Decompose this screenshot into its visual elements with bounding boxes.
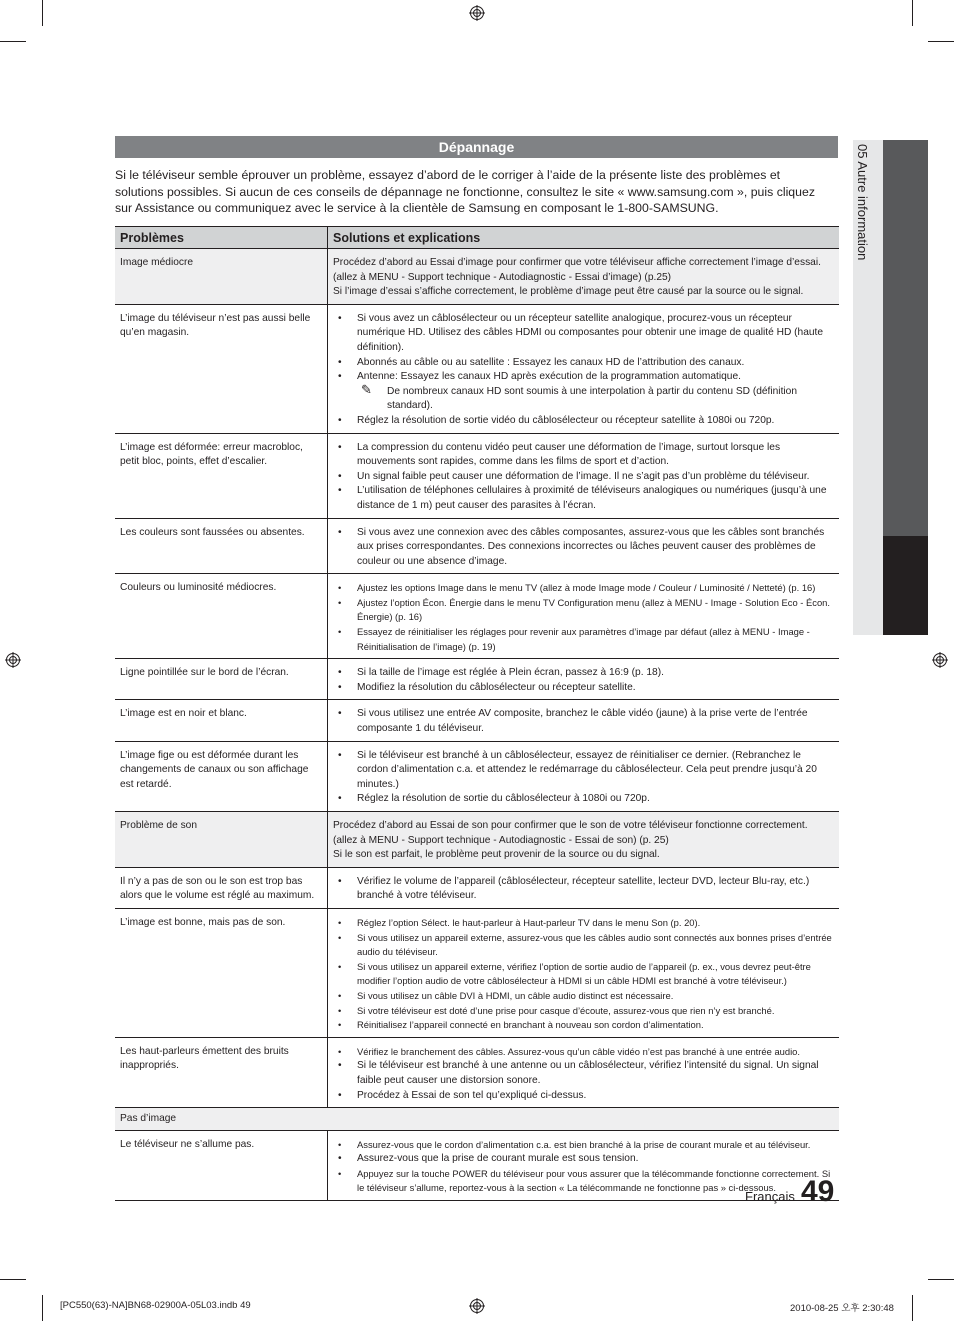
troubleshooting-table xyxy=(115,226,839,1201)
crop-mark xyxy=(912,1295,913,1321)
solution-bullet: • Réglez la résolution de sortie vidéo du câblosélecteur ou récepteur satellite à 1080i ou 720p. xyxy=(333,414,834,429)
solution-bullet: • Si votre téléviseur est doté d’une prise pour casque d’écoute, assurez-vous que rien n’y est branché. xyxy=(333,1004,834,1019)
solution-cell xyxy=(328,659,840,700)
side-tab-label: 05 Autre information xyxy=(855,144,870,261)
solution-bullet: • Réglez l’option Sélect. le haut-parleur à Haut-parleur TV dans le menu Son (p. 20). xyxy=(333,916,834,931)
solution-bullet: • L’utilisation de téléphones cellulaires à proximité de téléviseurs analogiques ou numériques (jusqu’à une distance de 1 m) peut causer des parasites à l’écran. xyxy=(333,484,834,513)
pencil-note-icon: ✎ xyxy=(361,381,372,397)
problem-cell: Il n’y a pas de son ou le son est trop bas alors que le volume est réglé au maximum. xyxy=(115,867,328,908)
crop-mark xyxy=(928,1279,954,1280)
crop-mark xyxy=(42,1295,43,1321)
solution-bullet: • Si vous utilisez un câble DVI à HDMI, un câble audio distinct est nécessaire. xyxy=(333,989,834,1004)
problem-cell: Image médiocre xyxy=(115,249,328,305)
crop-mark xyxy=(42,0,43,26)
footer-language: Français xyxy=(745,1189,795,1204)
solution-bullet: • Antenne: Essayez les canaux HD après exécution de la programmation automatique. xyxy=(333,370,834,385)
solution-bullet: • Réinitialisez l’appareil connecté en branchant à nouveau son cordon d’alimentation. xyxy=(333,1018,834,1033)
table-row xyxy=(115,304,839,433)
solution-bullet: • Ajustez l’option Écon. Énergie dans le menu TV Configuration menu (allez à MENU - Image - Solution Eco - Écon. Énergie) (p. 16) xyxy=(333,596,834,625)
problem-cell: L’image du téléviseur n’est pas aussi belle qu’en magasin. xyxy=(115,304,328,433)
solution-cell xyxy=(328,1037,840,1107)
solution-bullet: • Ajustez les options Image dans le menu TV (allez à mode Image mode / Couleur / Luminosité / Netteté) (p. 16) xyxy=(333,581,834,596)
solution-bullet: • Si le téléviseur est branché à un câblosélecteur, essayez de réinitialiser ce dernier. (Rebranchez le cordon d’alimentation c.a. et attendez le redémarrage du câblosélecteur. Cela peut prendre jusqu’à 20 minutes.) xyxy=(333,749,834,793)
problem-cell: Les couleurs sont faussées ou absentes. xyxy=(115,518,328,574)
table-row xyxy=(115,812,839,868)
table-row xyxy=(115,908,839,1037)
solution-bullet: • Si vous utilisez une entrée AV composite, branchez le câble vidéo (jaune) à la prise verte de l’entrée composante 1 du téléviseur. xyxy=(333,707,834,736)
problem-cell: L’image fige ou est déformée durant les changements de canaux ou son affichage est retardé. xyxy=(115,741,328,811)
solution-bullet: • Réglez la résolution de sortie du câblosélecteur à 1080i ou 720p. xyxy=(333,792,834,807)
solution-paragraph: Procédez d’abord au Essai de son pour confirmer que le son de votre téléviseur fonctionne correctement. (allez à MENU - Support technique - Autodiagnostic - Essai de son) (p. 25) xyxy=(333,820,808,846)
crop-mark xyxy=(912,0,913,26)
problem-cell: Couleurs ou luminosité médiocres. xyxy=(115,574,328,659)
side-tab-dark xyxy=(883,140,928,536)
solution-cell xyxy=(328,812,840,868)
solution-bullet: • Modifiez la résolution du câblosélecteur ou récepteur satellite. xyxy=(333,681,834,696)
crop-mark xyxy=(0,1279,26,1280)
solution-bullet: • Appuyez sur la touche POWER du téléviseur pour vous assurer que la télécommande fonctionne correctement. Si le téléviseur s’allume, reportez-vous à la section « La télécommande ne fonctionne pas » ci-dessous. xyxy=(333,1167,834,1196)
solution-cell xyxy=(328,433,840,518)
header-solutions: Solutions et explications xyxy=(328,227,840,249)
solution-bullet: • Procédez à Essai de son tel qu’expliqué ci-dessus. xyxy=(333,1089,834,1104)
solution-cell xyxy=(328,867,840,908)
registration-mark-icon xyxy=(5,652,21,668)
solution-cell xyxy=(328,304,840,433)
note-item xyxy=(333,381,834,414)
solution-bullet: • Assurez-vous que la prise de courant murale est sous tension. xyxy=(333,1152,834,1167)
crop-mark xyxy=(928,41,954,42)
registration-mark-icon xyxy=(932,652,948,668)
problem-cell: Ligne pointillée sur le bord de l’écran. xyxy=(115,659,328,700)
note-text: De nombreux canaux HD sont soumis à une interpolation à partir du contenu SD (définition standard). xyxy=(387,385,797,412)
table-row xyxy=(115,518,839,574)
table-row xyxy=(115,574,839,659)
table-row xyxy=(115,1130,839,1200)
slug-filename: [PC550(63)-NA]BN68-02900A-05L03.indb 49 xyxy=(60,1300,251,1311)
solution-cell xyxy=(328,700,840,741)
solution-bullet: • Un signal faible peut causer une déformation de l’image. Il ne s’agit pas d’un problème du téléviseur. xyxy=(333,470,834,485)
solution-paragraph: Si l’image d’essai s’affiche correctement, le problème d’image peut être causé par la source ou le signal. xyxy=(333,286,804,298)
solution-paragraph: Si le son est parfait, le problème peut provenir de la source ou du signal. xyxy=(333,849,660,861)
solution-bullet: • Essayez de réinitialiser les réglages pour revenir aux paramètres d’image par défaut (allez à MENU - Image - Réinitialisation de l’image) (p. 19) xyxy=(333,625,834,654)
table-row xyxy=(115,659,839,700)
crop-mark xyxy=(0,41,26,42)
solution-cell xyxy=(328,518,840,574)
problem-cell: L’image est bonne, mais pas de son. xyxy=(115,908,328,1037)
problem-cell: Les haut-parleurs émettent des bruits inappropriés. xyxy=(115,1037,328,1107)
solution-bullet: • Si la taille de l’image est réglée à Plein écran, passez à 16:9 (p. 18). xyxy=(333,666,834,681)
registration-mark-icon xyxy=(469,1298,485,1314)
table-row xyxy=(115,700,839,741)
solution-bullet: • Vérifiez le branchement des câbles. Assurez-vous qu’un câble vidéo n’est pas branché à une entrée audio. xyxy=(333,1045,834,1060)
solution-bullet: • Si vous utilisez un appareil externe, vérifiez l’option de sortie audio de l’appareil (p. ex., vous devrez peut-être modifier l’option audio de votre câblosélecteur à HDMI si un câble HDMI est branché à votre téléviseur.) xyxy=(333,960,834,989)
table-row xyxy=(115,741,839,811)
side-tab-marker xyxy=(883,536,928,635)
table-row xyxy=(115,249,839,305)
section-cell: Pas d’image xyxy=(115,1108,839,1131)
table-row xyxy=(115,433,839,518)
problem-cell: L’image est déformée: erreur macrobloc, petit bloc, points, effet d’escalier. xyxy=(115,433,328,518)
solution-bullet: • Assurez-vous que le cordon d’alimentation c.a. est bien branché à la prise de courant murale et au téléviseur. xyxy=(333,1138,834,1153)
solution-bullet: • Vérifiez le volume de l’appareil (câblosélecteur, récepteur satellite, lecteur DVD, lecteur Blu-ray, etc.) branché à votre téléviseur. xyxy=(333,875,834,904)
solution-bullet: • La compression du contenu vidéo peut causer une déformation de l’image, surtout lorsque les mouvements sont rapides, comme dans les films de sport et d’action. xyxy=(333,441,834,470)
page-number: 49 xyxy=(801,1175,835,1208)
solution-bullet: • Si vous avez une connexion avec des câbles composantes, assurez-vous que les câbles sont branchés aux prises correspondantes. Des connexions incorrectes ou lâches peuvent causer des problèmes de couleur ou une absence d’image. xyxy=(333,526,834,570)
intro-paragraph: Si le téléviseur semble éprouver un problème, essayez d’abord de le corriger à l’aide de la présente liste des problèmes et solutions possibles. Si aucun de ces conseils de dépannage ne fonctionne, consultez le site « www.samsung.com », puis cliquez sur Assistance ou communiquez avec le service à la clientèle de Samsung en composant le 1-800-SAMSUNG. xyxy=(115,168,815,215)
solution-bullet: • Si vous avez un câblosélecteur ou un récepteur satellite analogique, procurez-vous un récepteur numérique HD. Utilisez des câbles HDMI ou composantes pour obtenir une image de qualité HD (haute définition). xyxy=(333,312,834,356)
problem-cell: Le téléviseur ne s’allume pas. xyxy=(115,1130,328,1200)
registration-mark-icon xyxy=(469,5,485,21)
header-problems: Problèmes xyxy=(115,227,328,249)
table-header-row xyxy=(115,227,839,249)
section-title: Dépannage xyxy=(115,136,838,158)
solution-paragraph: Procédez d’abord au Essai d’image pour confirmer que votre téléviseur affiche correctement l’image d’essai. (allez à MENU - Support technique - Autodiagnostic - Essai d’image) (p.25) xyxy=(333,257,821,283)
table-row xyxy=(115,1037,839,1107)
solution-bullet: • Si le téléviseur est branché à une antenne ou un câblosélecteur, vérifiez l’intensité du signal. Un signal faible peut causer une distorsion sonore. xyxy=(333,1059,834,1088)
solution-cell xyxy=(328,574,840,659)
problem-cell: L’image est en noir et blanc. xyxy=(115,700,328,741)
solution-cell xyxy=(328,908,840,1037)
solution-cell xyxy=(328,249,840,305)
solution-cell xyxy=(328,741,840,811)
problem-cell: Problème de son xyxy=(115,812,328,868)
table-section-row xyxy=(115,1108,839,1131)
solution-bullet: • Si vous utilisez un appareil externe, assurez-vous que les câbles audio sont connectés aux bonnes prises d’entrée audio du téléviseur. xyxy=(333,931,834,960)
solution-bullet: • Abonnés au câble ou au satellite : Essayez les canaux HD de l’attribution des canaux. xyxy=(333,356,834,371)
slug-timestamp: 2010-08-25 오후 2:30:48 xyxy=(790,1303,894,1314)
table-row xyxy=(115,867,839,908)
